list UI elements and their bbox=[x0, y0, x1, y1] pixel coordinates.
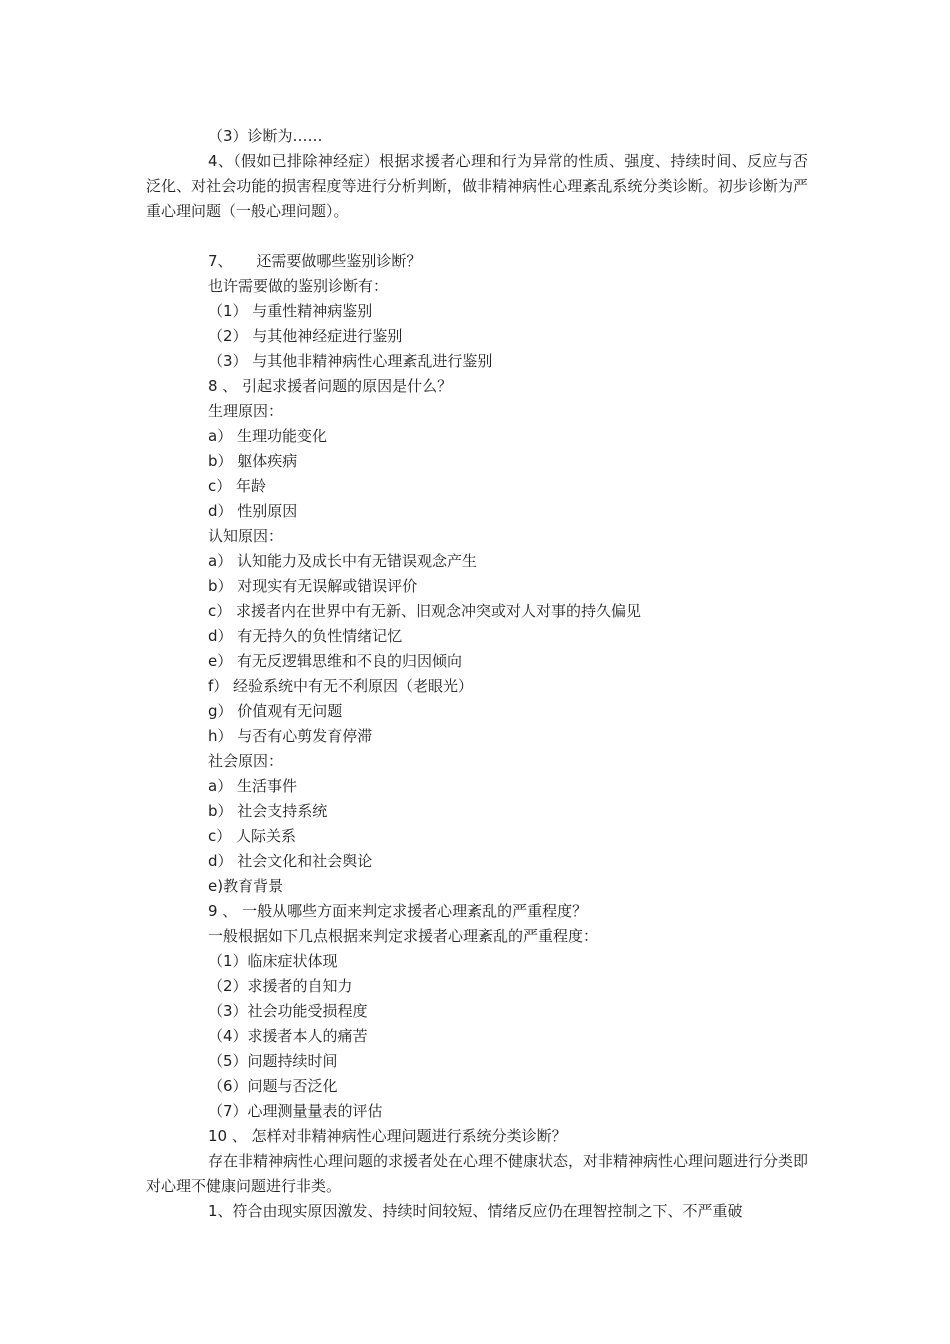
diagnosis-line: （3）诊断为…… bbox=[208, 127, 323, 145]
list-item: h） 与否有心剪发育停滞 bbox=[208, 727, 373, 745]
list-item: c） 人际关系 bbox=[208, 827, 297, 845]
list-item: （3）社会功能受损程度 bbox=[208, 1002, 368, 1020]
list-item: （6）问题与否泛化 bbox=[208, 1077, 338, 1095]
question-9-title: 9 、 一般从哪些方面来判定求援者心理紊乱的严重程度？ bbox=[208, 902, 588, 920]
question-10-title: 10 、 怎样对非精神病性心理问题进行系统分类诊断？ bbox=[208, 1127, 567, 1145]
list-item: （4）求援者本人的痛苦 bbox=[208, 1027, 368, 1045]
list-item: a） 生活事件 bbox=[208, 777, 297, 795]
cognitive-heading: 认知原因： bbox=[208, 527, 284, 545]
question-7-title: 7、 还需要做哪些鉴别诊断？ bbox=[208, 252, 422, 270]
list-item: （2）求援者的自知力 bbox=[208, 977, 353, 995]
list-item: e） 有无反逻辑思维和不良的归因倾向 bbox=[208, 652, 462, 670]
q7-line: （1） 与重性精神病鉴别 bbox=[208, 302, 373, 320]
list-item: e)教育背景 bbox=[208, 877, 284, 895]
list-item: b） 躯体疾病 bbox=[208, 452, 298, 470]
list-item: d） 性别原因 bbox=[208, 502, 298, 520]
list-item: b） 对现实有无误解或错误评价 bbox=[208, 577, 418, 595]
q7-line: （2） 与其他神经症进行鉴别 bbox=[208, 327, 403, 345]
social-heading: 社会原因： bbox=[208, 752, 284, 770]
list-item: c） 求援者内在世界中有无新、旧观念冲突或对人对事的持久偏见 bbox=[208, 602, 642, 620]
list-item: a） 认知能力及成长中有无错误观念产生 bbox=[208, 552, 477, 570]
list-item: c） 年龄 bbox=[208, 477, 267, 495]
q10-last-line: 1、符合由现实原因激发、持续时间较短、情绪反应仍在理智控制之下、不严重破 bbox=[208, 1202, 743, 1220]
document-body bbox=[146, 124, 808, 1224]
q7-line: （3） 与其他非精神病性心理紊乱进行鉴别 bbox=[208, 352, 493, 370]
paragraph-4: 4、（假如已排除神经症）根据求援者心理和行为异常的性质、强度、持续时间、反应与否泛化、对社会功能的损害程度等进行分析判断，做非精神病性心理紊乱系统分类诊断。初步诊断为严重心理问题（一般心理问题）。 bbox=[146, 152, 808, 220]
list-item: （7）心理测量量表的评估 bbox=[208, 1102, 383, 1120]
list-item: b） 社会支持系统 bbox=[208, 802, 328, 820]
paragraph-q10: 存在非精神病性心理问题的求援者处在心理不健康状态，对非精神病性心理问题进行分类即对心理不健康问题进行非类。 bbox=[146, 1152, 809, 1195]
list-item: a） 生理功能变化 bbox=[208, 427, 327, 445]
list-item: f） 经验系统中有无不利原因（老眼光） bbox=[208, 677, 474, 695]
list-item: d） 社会文化和社会舆论 bbox=[208, 852, 373, 870]
list-item: d） 有无持久的负性情绪记忆 bbox=[208, 627, 403, 645]
list-item: （1）临床症状体现 bbox=[208, 952, 338, 970]
physiological-heading: 生理原因： bbox=[208, 402, 284, 420]
blank-line bbox=[146, 224, 808, 249]
list-item: （5）问题持续时间 bbox=[208, 1052, 338, 1070]
list-item: g） 价值观有无问题 bbox=[208, 702, 343, 720]
q9-intro: 一般根据如下几点根据来判定求援者心理紊乱的严重程度： bbox=[208, 927, 599, 945]
q7-line: 也许需要做的鉴别诊断有： bbox=[208, 277, 389, 295]
question-8-title: 8 、 引起求援者问题的原因是什么？ bbox=[208, 377, 453, 395]
